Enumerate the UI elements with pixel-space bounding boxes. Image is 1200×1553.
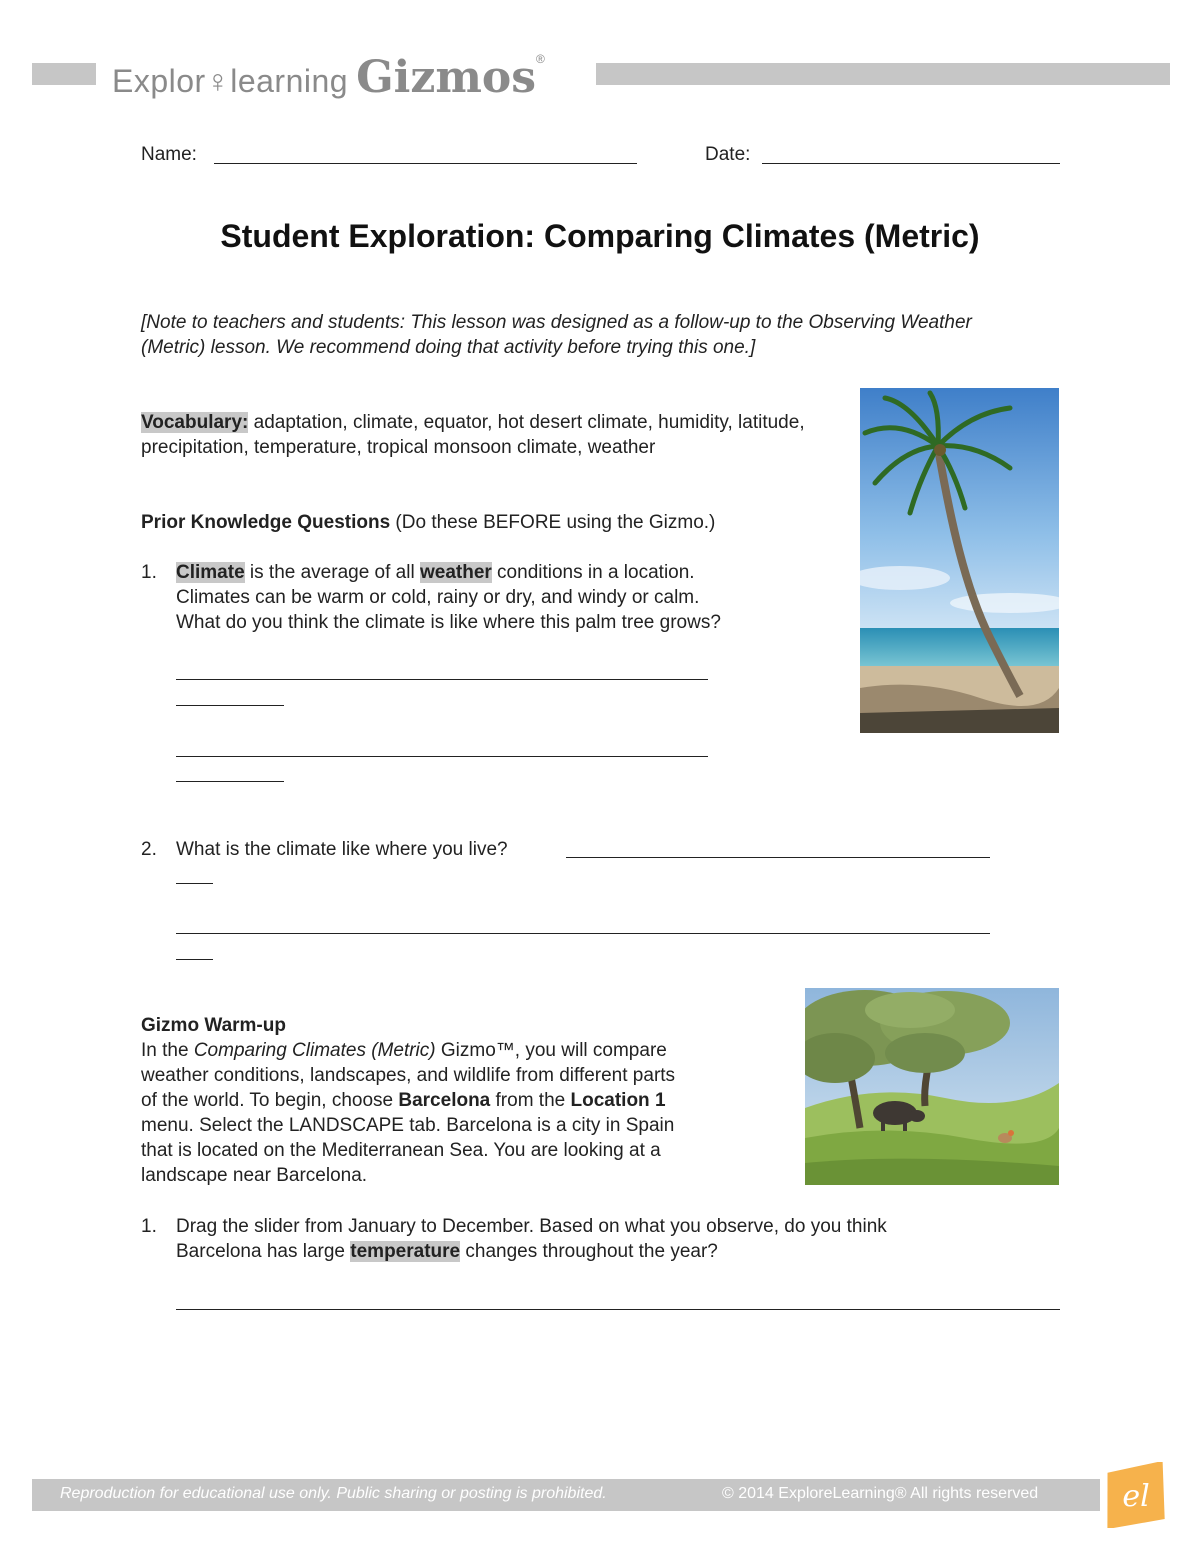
brand-explore-text: Explor♀learning (112, 63, 349, 99)
warmup-q1-text-a: Barcelona has large (176, 1241, 351, 1262)
warmup-barcelona: Barcelona (398, 1090, 491, 1111)
name-label: Name: (141, 144, 197, 165)
question-1-text-b: conditions in a location. (491, 562, 695, 583)
keyword-weather: weather (419, 562, 492, 583)
warmup-text-d: of the world. To begin, choose (141, 1090, 399, 1111)
question-1-text-a: is the average of all (244, 562, 420, 583)
answer-line[interactable] (176, 705, 284, 706)
vocabulary (141, 410, 841, 460)
warmup-location-1: Location 1 (570, 1090, 666, 1111)
vocabulary-label: Vocabulary: (141, 412, 249, 433)
brand-registered-mark: ® (536, 52, 545, 66)
question-1-line-1 (176, 560, 836, 585)
question-2-number: 2. (141, 839, 157, 860)
question-1-text (176, 560, 836, 635)
warmup-paragraph (141, 1038, 791, 1188)
question-1-line-3: What do you think the climate is like where this palm tree grows? (176, 612, 721, 633)
warmup-heading (141, 1013, 286, 1038)
prior-knowledge-heading (141, 510, 841, 535)
keyword-temperature: temperature (350, 1241, 461, 1262)
warmup-question-1-text (176, 1214, 1076, 1264)
keyword-climate: Climate (176, 562, 245, 583)
warmup-gizmo-name: Comparing Climates (Metric) (193, 1040, 436, 1061)
brand-gizmos-text: Gizmos (356, 52, 537, 103)
header-bar-right (596, 63, 1170, 85)
answer-line[interactable] (176, 781, 284, 782)
warmup-q1-text-b: changes throughout the year? (460, 1241, 718, 1262)
barcelona-landscape-image (805, 988, 1059, 1185)
explorelearning-logo-icon (1100, 1462, 1170, 1528)
answer-line[interactable] (176, 933, 990, 934)
warmup-text-f: from the (490, 1090, 571, 1111)
answer-line[interactable] (566, 857, 990, 858)
vocabulary-terms: adaptation, climate, equator, hot desert climate, humidity, latitude, precipitation, temperature, tropical monsoon climate, weather (141, 412, 805, 458)
date-label: Date: (705, 144, 751, 165)
warmup-line-5: that is located on the Mediterranean Sea. You are looking at a (141, 1140, 661, 1161)
question-1-line-2: Climates can be warm or cold, rainy or dry, and windy or calm. (176, 587, 700, 608)
date-field[interactable] (762, 163, 1060, 164)
answer-line[interactable] (176, 883, 213, 884)
question-2-text: What is the climate like where you live? (176, 839, 508, 860)
warmup-question-1-number: 1. (141, 1216, 157, 1237)
explorelearning-gizmos-logo (112, 52, 545, 103)
teacher-note: [Note to teachers and students: This lesson was designed as a follow-up to the Observing Weather (Metric) lesson. We recommend doing that activity before trying this one.] (141, 312, 972, 358)
warmup-line-3 (141, 1088, 791, 1113)
warmup-line-2: weather conditions, landscapes, and wildlife from different parts (141, 1065, 676, 1086)
warmup-text-a: In the (141, 1040, 194, 1061)
footer-reproduction-notice: Reproduction for educational use only. Public sharing or posting is prohibited. (60, 1485, 607, 1502)
name-field[interactable] (214, 163, 637, 164)
palm-tree-photo (860, 388, 1059, 733)
prior-knowledge-subtitle: (Do these BEFORE using the Gizmo.) (390, 512, 716, 533)
answer-line[interactable] (176, 679, 708, 680)
answer-line[interactable] (176, 756, 708, 757)
warmup-question-1-line-1: Drag the slider from January to December. Based on what you observe, do you think (176, 1216, 887, 1237)
warmup-line-6: landscape near Barcelona. (141, 1165, 368, 1186)
warmup-question-1-line-2 (176, 1239, 1076, 1264)
warmup-heading-text: Gizmo Warm-up (141, 1015, 286, 1036)
question-1-number: 1. (141, 562, 157, 583)
answer-line[interactable] (176, 959, 213, 960)
warmup-text-c: Gizmo™, you will compare (435, 1040, 667, 1061)
page-title: Student Exploration: Comparing Climates (Metric) (220, 218, 980, 254)
warmup-line-1 (141, 1038, 791, 1063)
footer-copyright: © 2014 ExploreLearning® All rights reserved (722, 1485, 1039, 1502)
answer-line[interactable] (176, 1309, 1060, 1310)
warmup-line-4: menu. Select the LANDSCAPE tab. Barcelona is a city in Spain (141, 1115, 675, 1136)
header-bar-left (32, 63, 96, 85)
prior-knowledge-title: Prior Knowledge Questions (141, 512, 391, 533)
logo-letters: el (1122, 1479, 1150, 1514)
